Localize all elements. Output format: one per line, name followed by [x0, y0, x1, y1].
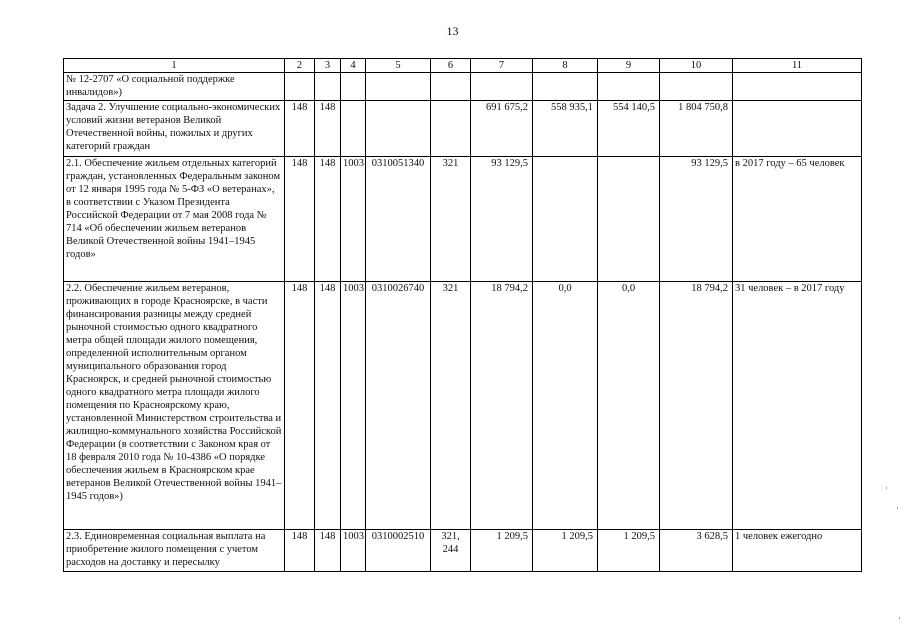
table-cell: 148: [315, 101, 341, 157]
table-cell: 148: [315, 530, 341, 572]
table-row: [64, 101, 862, 157]
table-cell: [315, 73, 341, 101]
header-row: [64, 59, 862, 73]
column-header: 8: [533, 59, 598, 73]
table-cell: 1003: [341, 530, 366, 572]
page-number: 13: [446, 24, 459, 38]
scan-speck: [897, 507, 898, 509]
table-cell: [598, 157, 660, 282]
table-cell: 148: [285, 101, 315, 157]
table-cell: 1003: [341, 157, 366, 282]
column-header: 7: [471, 59, 533, 73]
budget-table: [63, 58, 862, 572]
column-header: 1: [64, 59, 285, 73]
table-cell: 321, 244: [431, 530, 471, 572]
table-row: [64, 73, 862, 101]
table-cell: 148: [315, 157, 341, 282]
table-cell: [341, 101, 366, 157]
table-cell: [431, 73, 471, 101]
column-header: 4: [341, 59, 366, 73]
table-cell: 1 209,5: [471, 530, 533, 572]
table-cell: 93 129,5: [471, 157, 533, 282]
description-cell: 2.1. Обеспечение жильем отдельных категорий граждан, установленных Федеральным законом от 12 января 1995 года № 5-ФЗ «О ветеранах», в соответствии с Указом Президента Российской Федерации от 7 мая 2008 года № 714 «Об обеспечении жильем ветеранов Великой Отечественной войны 1941–1945 годов»: [64, 157, 285, 282]
table-cell: 0,0: [533, 282, 598, 530]
column-header: 5: [366, 59, 431, 73]
table-cell: 1 человек ежегодно: [733, 530, 862, 572]
table-cell: [533, 73, 598, 101]
table-cell: 1 804 750,8: [660, 101, 733, 157]
column-header: 2: [285, 59, 315, 73]
table-cell: 554 140,5: [598, 101, 660, 157]
table-cell: [341, 73, 366, 101]
table-cell: [598, 73, 660, 101]
description-cell: 2.2. Обеспечение жильем ветеранов, проживающих в городе Красноярске, в части финансирования разницы между средней рыночной стоимостью одного квадратного метра общей площади жилого помещения, определенной исполнительным органом муниципального образования город Красноярск, и средней рыночной стоимостью одного квадратного метра площади жилого помещения по Красноярскому краю, установленной Министерством строительства и жилищно-коммунального хозяйства Российской Федерации (в соответствии с Законом края от 18 февраля 2010 года № 10-4386 «О порядке обеспечения жильем в Красноярском крае ветеранов Великой Отечественной войны 1941–1945 годов»): [64, 282, 285, 530]
column-header: 9: [598, 59, 660, 73]
table-cell: [285, 73, 315, 101]
table-cell: 148: [285, 530, 315, 572]
column-header: 6: [431, 59, 471, 73]
table-cell: 0310026740: [366, 282, 431, 530]
table-cell: 1 209,5: [598, 530, 660, 572]
table-cell: 691 675,2: [471, 101, 533, 157]
column-header: 11: [733, 59, 862, 73]
table-row: [64, 530, 862, 572]
description-cell: 2.3. Единовременная социальная выплата на приобретение жилого помещения с учетом расходов на доставку и пересылку: [64, 530, 285, 572]
table-row: [64, 282, 862, 530]
description-cell: Задача 2. Улучшение социально-экономических условий жизни ветеранов Великой Отечественной войны, пожилых и других категорий граждан: [64, 101, 285, 157]
table-cell: [366, 101, 431, 157]
table-cell: 1 209,5: [533, 530, 598, 572]
table-cell: 0310051340: [366, 157, 431, 282]
table-cell: [733, 101, 862, 157]
table-cell: в 2017 году – 65 человек: [733, 157, 862, 282]
column-header: 3: [315, 59, 341, 73]
table-cell: 148: [285, 157, 315, 282]
table-cell: [660, 73, 733, 101]
table-cell: 3 628,5: [660, 530, 733, 572]
table-cell: 18 794,2: [660, 282, 733, 530]
table-cell: 0310002510: [366, 530, 431, 572]
table-cell: [366, 73, 431, 101]
table-cell: 18 794,2: [471, 282, 533, 530]
table-cell: [471, 73, 533, 101]
table-cell: 148: [315, 282, 341, 530]
column-header: 10: [660, 59, 733, 73]
table-cell: 1003: [341, 282, 366, 530]
description-cell: № 12-2707 «О социальной поддержке инвалидов»): [64, 73, 285, 101]
table-cell: [733, 73, 862, 101]
table-cell: 93 129,5: [660, 157, 733, 282]
table-cell: 148: [285, 282, 315, 530]
table-cell: 0,0: [598, 282, 660, 530]
table-row: [64, 157, 862, 282]
table-cell: 321: [431, 282, 471, 530]
table-cell: [431, 101, 471, 157]
table-cell: 321: [431, 157, 471, 282]
table-cell: 558 935,1: [533, 101, 598, 157]
scan-speck: [899, 617, 900, 619]
scan-speck: [886, 487, 887, 489]
table-cell: [533, 157, 598, 282]
table-cell: 31 человек – в 2017 году: [733, 282, 862, 530]
